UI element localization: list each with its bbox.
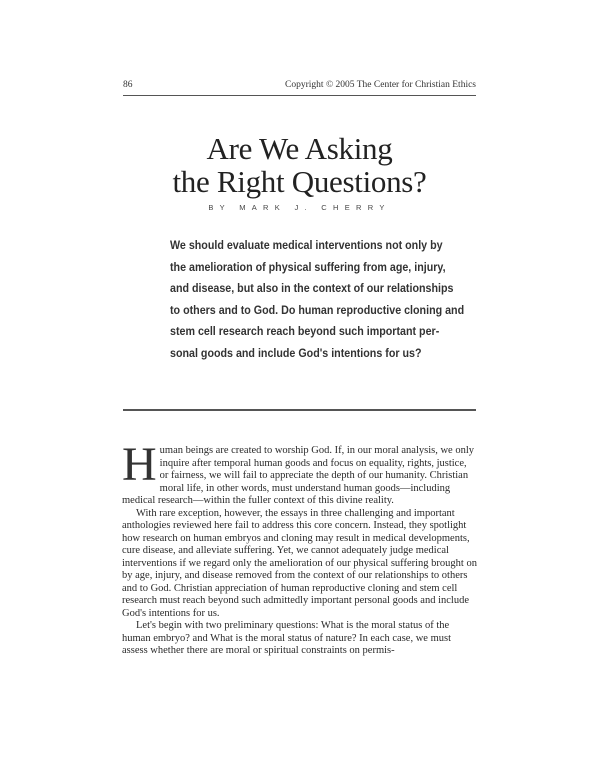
dek-line: to others and to God. Do human reproductive cloning and — [170, 304, 465, 317]
dek-line: sonal goods and include God's intentions for us? — [170, 347, 422, 360]
page-header — [123, 80, 476, 90]
dek-line: the amelioration of physical suffering from age, injury, — [170, 261, 446, 274]
article-dek — [170, 236, 465, 366]
article-body — [122, 438, 477, 658]
drop-cap: H — [122, 438, 157, 491]
title-line-2: the Right Questions? — [172, 164, 427, 199]
dek-line: stem cell research reach beyond such important per- — [170, 326, 440, 339]
body-paragraph-2: With rare exception, however, the essays in three challenging and important anthologies reviewed here fail to address this core concern. Instead, they spotlight how research on human embryos and cloning may result in medical developments, cure disease, and alleviate suffering. Yet, we cannot adequately judge medical interventions if we regard only the amelioration of our physical suffering brought on by age, injury, and disease removed from the context of our relationships to others and to God. Christian appreciation of human reproductive cloning and stem cell research must reach beyond such admittedly important personal goods and include God's intentions for us. — [122, 507, 477, 619]
article-byline: BY MARK J. CHERRY — [208, 203, 391, 212]
title-line-1: Are We Asking — [206, 131, 393, 166]
dek-line: and disease, but also in the context of our relationships — [170, 283, 454, 296]
copyright-notice: Copyright © 2005 The Center for Christian Ethics — [285, 80, 476, 90]
header-divider — [123, 95, 476, 96]
paragraph-1-text: uman beings are created to worship God. If, in our moral analysis, we only inquire after temporal human goods and focus on equality, rights, justice, or fairness, we will fail to appreciate the depth of our humanity. Christian moral life, in other words, must understand human goods—including medical research—within the fuller context of this divine reality. — [122, 445, 475, 506]
body-paragraph-1 — [122, 438, 477, 508]
article-title — [123, 132, 476, 198]
dek-divider — [123, 409, 476, 411]
page-number: 86 — [123, 80, 133, 90]
dek-line: We should evaluate medical interventions not only by — [170, 240, 443, 252]
body-paragraph-3: Let's begin with two preliminary questions: What is the moral status of the human embryo? and What is the moral status of nature? In each case, we must assess whether there are moral or spiritual constraints on permis- — [122, 620, 451, 656]
